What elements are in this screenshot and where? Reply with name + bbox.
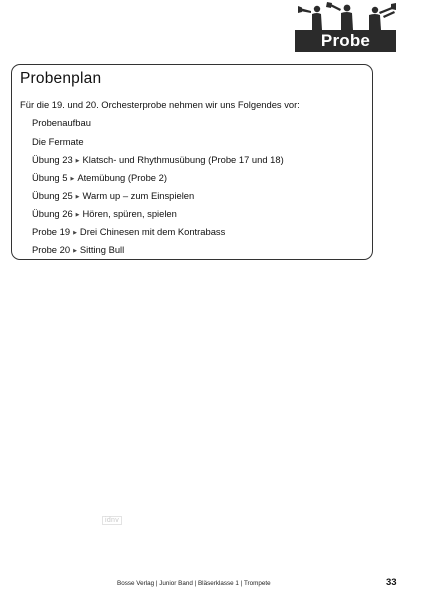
small-arrow-icon: ▶ [75,211,80,218]
page-number: 33 [386,577,397,588]
intro-text: Für die 19. und 20. Orchesterprobe nehmen wir uns Folgendes vor: [20,99,300,110]
item-label: Übung 26 [32,208,73,219]
list-item [32,190,194,201]
list-item [32,154,284,165]
box-title: Probenplan [20,70,102,87]
list-item [32,208,177,219]
small-arrow-icon: ▶ [73,247,77,254]
list-item [32,244,124,255]
item-label: Übung 5 [32,172,68,183]
item-label: Probe 19 [32,226,71,237]
item-label: Die Fermate [32,136,84,147]
list-item [32,172,167,183]
footer-text: Bosse Verlag | Junior Band | Bläserklasse 1 | Trompete [117,580,271,587]
rehearsal-badge: Probe 19+20 [295,30,396,52]
item-label: Übung 25 [32,190,73,201]
list-item [32,226,225,237]
small-arrow-icon: ▶ [70,175,75,182]
item-label: Probenaufbau [32,117,91,128]
list-item [32,136,84,147]
list-item [32,117,91,128]
item-detail: Hören, spüren, spielen [82,208,177,219]
item-detail: Sitting Bull [79,244,125,255]
small-arrow-icon: ▶ [73,229,77,236]
item-label: Probe 20 [32,244,71,255]
brass-band-silhouette-icon [297,2,396,32]
small-arrow-icon: ▶ [75,193,80,200]
item-detail: Drei Chinesen mit dem Kontrabass [79,226,226,237]
watermark: idnv [102,516,122,525]
item-detail: Warm up – zum Einspielen [82,190,195,201]
item-label: Übung 23 [32,154,73,165]
item-detail: Klatsch- und Rhythmusübung (Probe 17 und 18) [82,154,284,165]
item-detail: Atemübung (Probe 2) [77,172,167,183]
small-arrow-icon: ▶ [75,157,80,164]
